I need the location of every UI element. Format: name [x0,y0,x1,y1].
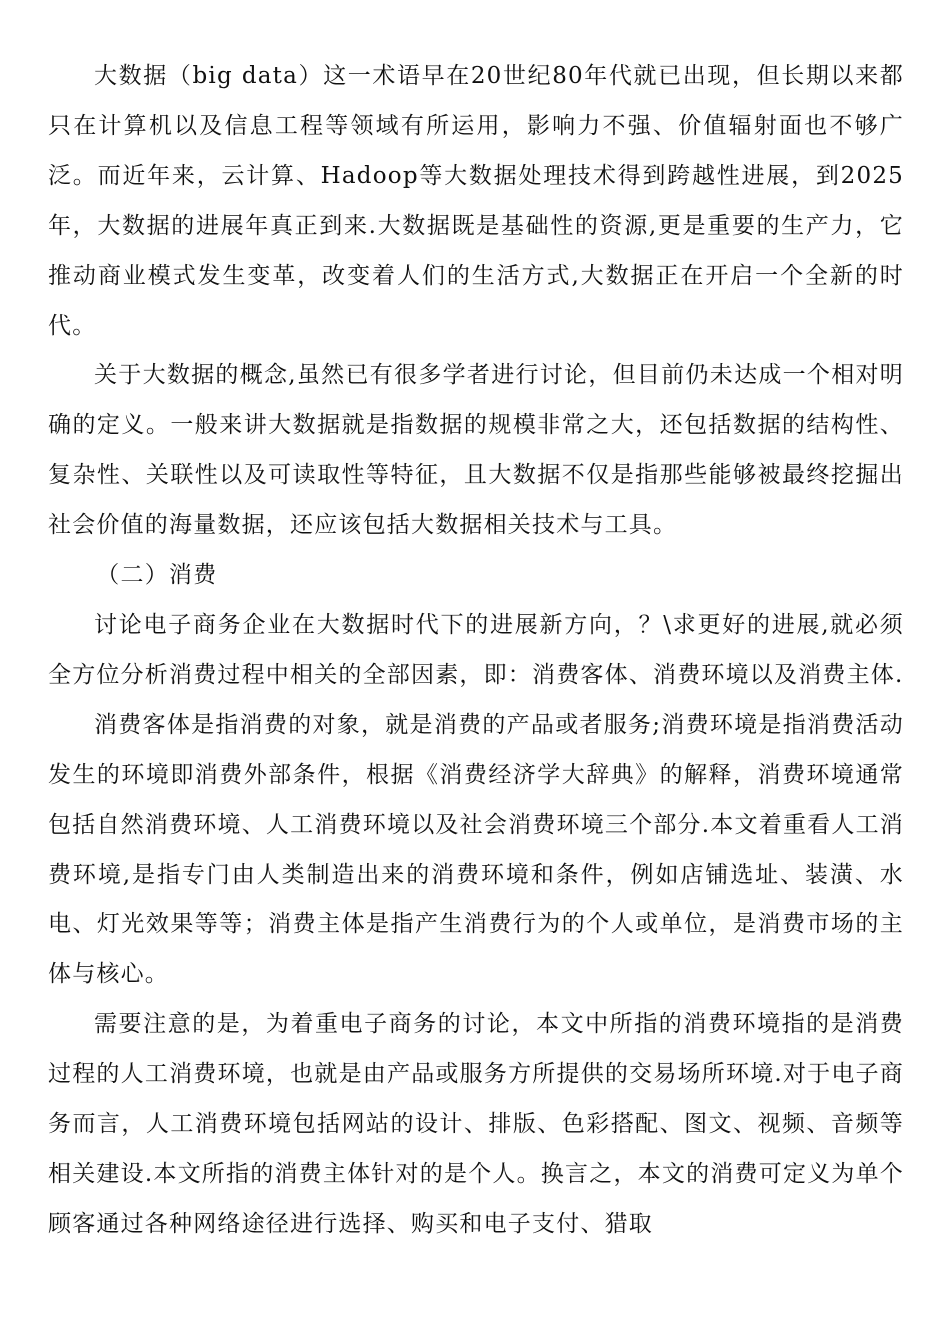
paragraph-big-data-history: 大数据（big data）这一术语早在20世纪80年代就已出现，但长期以来都只在计算机以及信息工程等领域有所运用，影响力不强、价值辐射面也不够广泛。而近年来，云计算、Hadoop等大数据处理技术得到跨越性进展，到2025年，大数据的进展年真正到来.大数据既是基础性的资源,更是重要的生产力，它推动商业模式发生变革，改变着人们的生活方式,大数据正在开启一个全新的时代。 [48,63,904,339]
paragraph-consumption-environment: 需要注意的是，为着重电子商务的讨论，本文中所指的消费环境指的是消费过程的人工消费环境，也就是由产品或服务方所提供的交易场所环境.对于电子商务而言，人工消费环境包括网站的设计、排版、色彩搭配、图文、视频、音频等相关建设.本文所指的消费主体针对的是个人。换言之，本文的消费可定义为单个顾客通过各种网络途径进行选择、购买和电子支付、猎取 [48,1011,904,1237]
document-body [48,52,904,1250]
paragraph-big-data-concept: 关于大数据的概念,虽然已有很多学者进行讨论，但目前仍未达成一个相对明确的定义。一般来讲大数据就是指数据的规模非常之大，还包括数据的结构性、复杂性、关联性以及可读取性等特征，且大数据不仅是指那些能够被最终挖掘出社会价值的海量数据，还应该包括大数据相关技术与工具。 [48,362,904,539]
paragraph-consumption-factors: 讨论电子商务企业在大数据时代下的进展新方向，？\求更好的进展,就必须全方位分析消费过程中相关的全部因素，即：消费客体、消费环境以及消费主体. [48,611,904,688]
paragraph-consumption-definitions: 消费客体是指消费的对象，就是消费的产品或者服务;消费环境是指消费活动发生的环境即消费外部条件，根据《消费经济学大辞典》的解释，消费环境通常包括自然消费环境、人工消费环境以及社会消费环境三个部分.本文着重看人工消费环境,是指专门由人类制造出来的消费环境和条件，例如店铺选址、装潢、水电、灯光效果等等；消费主体是指产生消费行为的个人或单位，是消费市场的主体与核心。 [48,711,904,988]
section-heading-consumption: （二）消费 [96,562,218,589]
